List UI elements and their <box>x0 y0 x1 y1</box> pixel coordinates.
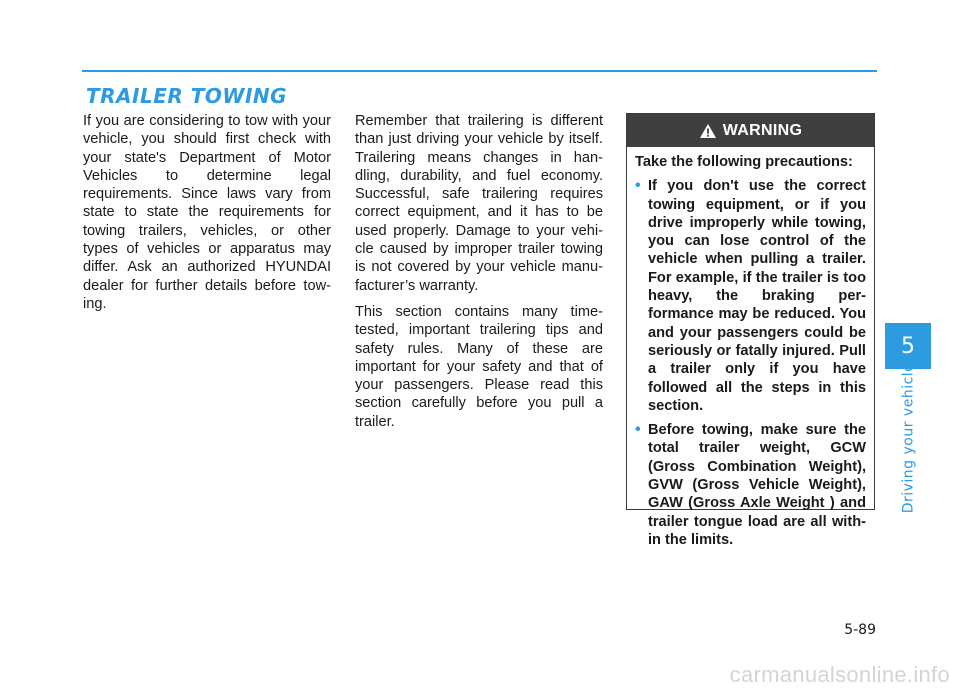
warning-intro: Take the following precautions: <box>635 154 853 170</box>
chapter-number: 5 <box>901 333 915 359</box>
warning-item-weight-limits: • Before towing, make sure the total trailer weight, GCW (Gross Combination Weight), GVW (Gross Vehicle Weight), GAW (Gross Axle Weight ) and trailer tongue load are all with-in the limits. <box>635 421 866 549</box>
warning-list <box>635 177 866 549</box>
middle-column <box>355 112 603 439</box>
warning-body <box>627 147 874 549</box>
chapter-label-text: Driving your vehicle <box>900 362 917 514</box>
section-title: TRAILER TOWING <box>86 84 288 108</box>
top-rule <box>82 70 877 72</box>
warning-item-equipment: • If you don't use the correct towing equipment, or if you drive improperly while towing, you can lose control of the vehicle when pulling a trailer. For example, if the trailer is too heavy, the braking per-formance may be reduced. You and your passengers could be seriously or fatally injured. Pull a trailer only if you have followed all the steps in this section. <box>635 177 866 415</box>
watermark: carmanualsonline.info <box>729 662 950 687</box>
warning-box <box>626 113 875 548</box>
intro-paragraph: If you are considering to tow with your vehicle, you should first check with your state's Department of Motor Vehicles to determine legal requirements. Since laws vary from state to state the requirements for towing trailers, vehicles, or other types of vehicles or apparatus may differ. Ask an authorized HYUNDAI dealer for further details before tow-ing. <box>83 113 331 312</box>
left-column <box>83 112 331 321</box>
warning-triangle-icon <box>699 123 717 139</box>
trailering-difference-paragraph: Remember that trailering is different than just driving your vehicle by itself. Trailering means changes in han-dling, durability, and fuel economy. Successful, safe trailering requires correct equipment, and it has to be used properly. Damage to your vehi-cle caused by improper trailer towing is not covered by your vehicle manu-facturer’s warranty. <box>355 113 603 294</box>
chapter-label <box>898 362 918 514</box>
page-number: 5-89 <box>844 622 876 638</box>
section-contents-paragraph: This section contains many time-tested, important trailering tips and safety rules. Many of these are important for your safety and that of your passengers. Please read this section carefully before you pull a trailer. <box>355 303 603 430</box>
warning-label: WARNING <box>722 121 803 139</box>
warning-header <box>627 114 874 147</box>
